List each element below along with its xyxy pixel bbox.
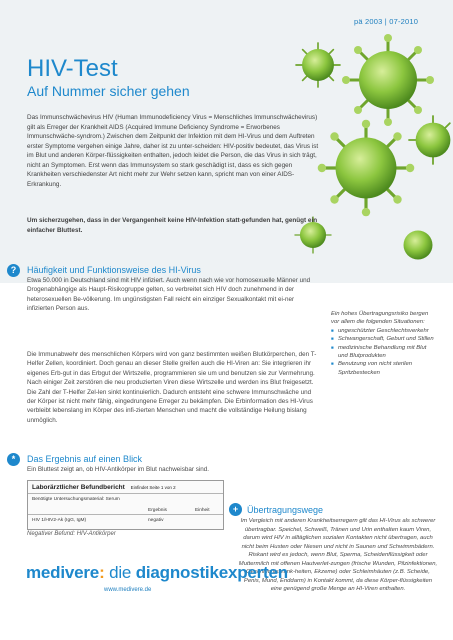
page-subtitle: Auf Nummer sicher gehen (27, 83, 190, 99)
section-frequency-text: Etwa 50.000 in Deutschland sind mit HIV infiziert. Auch wenn nach wie vor homosexuelle Männer und Drogenabhängige als Haupt-Risikogruppe gelten, so verbreitet sich HIV doch zunehmend in der heterosexuellen Be-völkerung. Im ungünstigsten Fall reicht ein einziger Sexualkontakt mit ei-ner infizierten Person aus. (27, 277, 311, 313)
risk-list (331, 327, 436, 377)
lab-report-image (27, 480, 224, 530)
section-title-result: Das Ergebnis auf einen Blick (27, 454, 143, 464)
sidebar-intro: Ein hohes Übertragungsrisiko bergen vor allem die folgenden Situationen: (331, 311, 429, 326)
lab-divider (28, 493, 223, 494)
lab-material: Benötigte Untersuchungsmaterial: Serum (32, 497, 120, 502)
risk-list-item: ■ Benutzung von nicht sterilen Spritzbestecken (338, 360, 436, 377)
page-title: HIV-Test (27, 55, 118, 82)
risk-list-item: ■ Schwangerschaft, Geburt und Stillen (338, 335, 436, 343)
brand-url[interactable]: www.medivere.de (104, 587, 152, 593)
brand-logo: medivere: die diagnostikexperten (26, 563, 288, 582)
section-function-text: Die Immunabwehr des menschlichen Körpers wird von ganz bestimmten weißen Blutkörperchen, den T-Helfer Zellen, koordiniert. Doch genau an dieser Stelle greifen auch die HI-Viren an: Sie integrieren ihr eigenes Erb-gut in das Erbgut der Wirtszelle, programmieren sie um und benutzen sie zur Vermehrung. Nach einiger Zeit zerstören die neu produzierten Viren diese Wirtszelle und werden ins Blut freigesetzt. Die Zahl der T-Helfer Zel-len sinkt kontinuierlich. Dadurch entsteht eine schwere Immunschwäche und der Körper ist nicht mehr fähig, eingedrungene Erreger zu bekämpfen. Die Erbinformation des HI-Virus verbleibt lebenslang im Körper des infi-zierten Menschen und macht die vollständige Heilung bislang unmöglich. (27, 351, 317, 424)
section-title-transmission: Übertragungswege (247, 505, 324, 515)
risk-list-item: ■ ungeschützter Geschlechtsverkehr (338, 327, 436, 335)
document-reference: pä 2003 | 07-2010 (354, 17, 419, 26)
intro-bold-paragraph: Um sicherzugehen, dass in der Vergangenheit keine HIV-Infektion statt-gefunden hat, genügt ein einfacher Bluttest. (27, 217, 318, 234)
lab-row-value: negativ (148, 518, 164, 523)
question-icon: ? (7, 264, 20, 277)
plus-icon: + (229, 503, 242, 516)
lab-caption: Negativer Befund: HIV-Antikörper (27, 531, 116, 537)
lab-divider (28, 514, 223, 515)
risk-list-item: ■ medizinische Behandlung mit Blut und Blutprodukten (338, 344, 436, 361)
lab-report-title: Laborärztlicher Befundbericht Einfindet Seite 1 von 2 (32, 484, 176, 491)
asterisk-icon: * (7, 453, 20, 466)
section-transmission-text: Im Vergleich mit anderen Krankheitserregern gilt das HI-Virus als schwerer übertragbar. Speichel, Schweiß, Tränen und Urin enthalten kaum Viren, darum wird HIV in alltäglichen sozialen Kontakten nicht übertragen, auch nicht beim Husten oder Niesen und nicht in Saunen und Schwimmbädern. Riskant wird es jedoch, wenn Blut, Sperma, Scheidenflüssigkeit oder Muttermilch mit offenen Hautverlet-zungen (frische Wunden, Pilzinfektionen, Geschlechtskrank-heiten, Ekzeme) oder Schleimhäuten (z.B. Scheide, Penis, Mund, Enddarm) in Kontakt kommt, da diese Körper-flüssigkeiten eine genügend große Menge an HI-Viren enthalten. (238, 518, 438, 592)
lab-row-label: HIV 1/HIV2-Ak (IgG, IgM) (32, 518, 87, 523)
lab-columns: Ergebnis Einheit (148, 508, 210, 513)
risk-sidebar (331, 310, 436, 377)
intro-paragraph: Das Immunschwächevirus HIV (Human Immunodeficiency Virus = Menschliches Immunschwächevirus) gilt als Erreger der Krankheit AIDS (Acquired Immune Deficiency Syndrome = Erworbenes Immunschwäche-syndrom.) Zwischen dem Zeitpunkt der Infektion mit dem HI-Virus und dem Auftreten erster Symptome vergehen einige Jahre, daher ist zu unter-scheiden: HIV-positiv bedeutet, das Virus ist im Blut und anderen Körper-flüssigkeiten enthalten, jedoch leidet die Person, die das Virus in sich trägt, nicht an Symptomen. Erst wenn das Immunsystem so stark geschädigt ist, dass es sich gegen Krankheiten verschiedenster Art nicht mehr zur Wehr setzen kann, spricht man von einer AIDS-Erkrankung. (27, 114, 319, 188)
section-result-text: Ein Bluttest zeigt an, ob HIV-Antikörper im Blut nachweisbar sind. (27, 466, 209, 473)
section-title-frequency: Häufigkeit und Funktionsweise des HI-Virus (27, 265, 201, 275)
